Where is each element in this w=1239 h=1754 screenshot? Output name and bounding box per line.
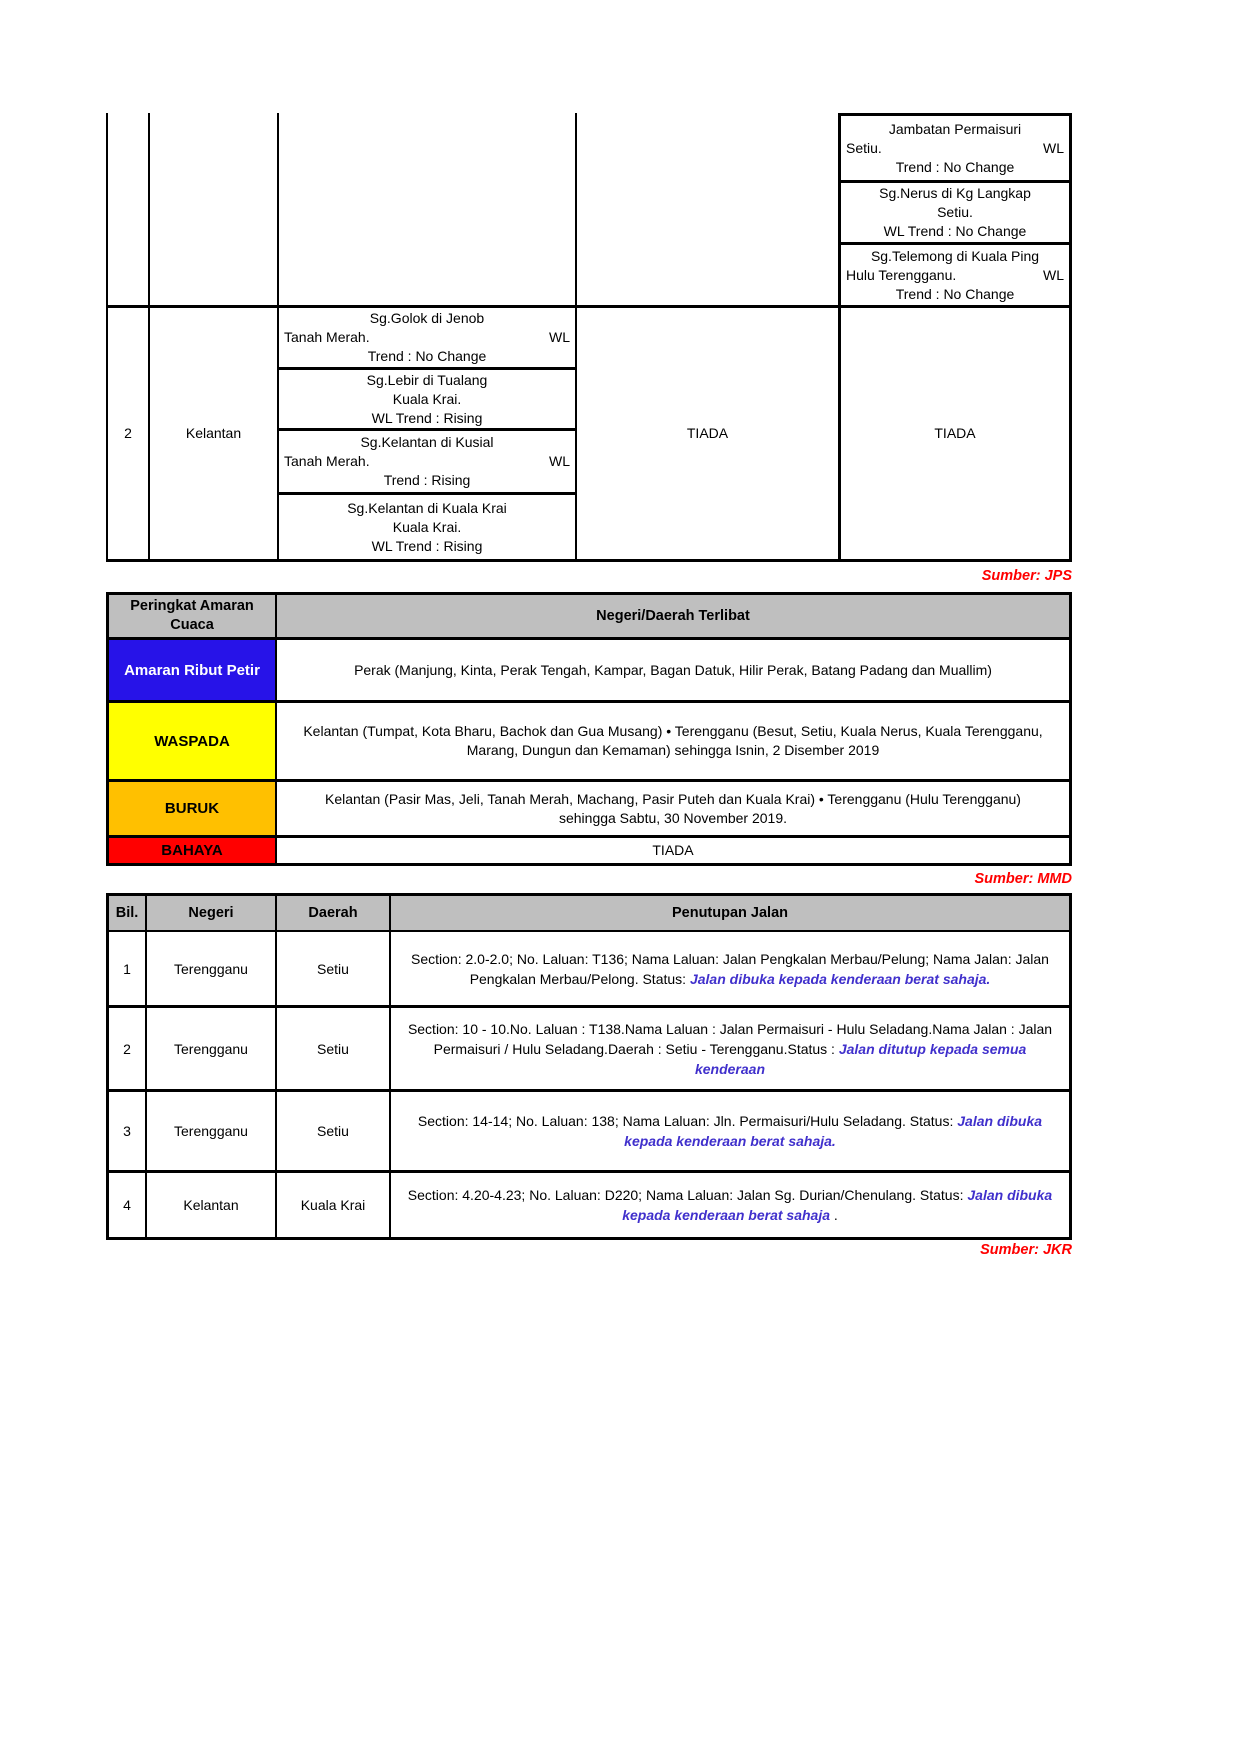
warning-level-bahaya: BAHAYA <box>109 838 277 863</box>
station-trend: Trend : No Change <box>895 285 1015 302</box>
station-cell <box>841 116 1069 180</box>
station-name: Sg.Nerus di Kg Langkap <box>879 185 1031 201</box>
row-number-cell: 2 <box>109 1008 147 1092</box>
closure-status: Jalan ditutup kepada semua kenderaan <box>694 1040 1027 1077</box>
station-district: Tanah Merah. <box>284 453 370 469</box>
grid-line <box>106 559 1072 562</box>
station-trend: WL Trend : Rising <box>371 537 483 554</box>
station-name: Jambatan Permaisuri <box>888 120 1022 137</box>
tiada-cell: TIADA <box>934 425 976 441</box>
station-name: Sg.Telemong di Kuala Ping <box>870 247 1040 264</box>
station-district-line <box>841 139 1069 158</box>
district-cell: Kuala Krai <box>277 1173 391 1237</box>
district-cell: Setiu <box>277 1092 391 1173</box>
row-number-cell: 2 <box>124 425 132 441</box>
negeri-header: Negeri <box>147 896 277 932</box>
station-cell <box>279 431 575 492</box>
station-district: Setiu. <box>937 204 973 220</box>
station-district-line <box>841 266 1069 285</box>
state-cell: Kelantan <box>147 1173 277 1237</box>
closure-cell <box>391 1173 1069 1237</box>
warning-areas <box>277 782 1069 838</box>
penutupan-header: Penutupan Jalan <box>391 896 1069 932</box>
areas-header: Negeri/Daerah Terlibat <box>277 595 1069 640</box>
warning-level-waspada: WASPADA <box>109 703 277 782</box>
closure-text: Section: 2.0-2.0; No. Laluan: T136; Nama Laluan: Jalan Pengkalan Merbau/Pelung; Nama Jalan: Jalan Pengkalan Merbau/Pelong. Status: <box>411 950 1049 987</box>
station-name: Sg.Kelantan di Kusial <box>360 434 494 450</box>
wl-label: WL <box>1043 139 1064 156</box>
station-trend: WL Trend : Rising <box>371 409 483 426</box>
warning-level-buruk: BURUK <box>109 782 277 838</box>
state-cell: Terengganu <box>147 1008 277 1092</box>
station-name: Sg.Kelantan di Kuala Krai <box>347 499 507 516</box>
closure-description <box>391 945 1069 993</box>
station-district-line <box>279 452 575 471</box>
station-cell <box>841 183 1069 242</box>
station-trend: WL Trend : No Change <box>883 223 1027 239</box>
warning-level-thunderstorm: Amaran Ribut Petir <box>109 640 277 703</box>
row-number-cell: 3 <box>109 1092 147 1173</box>
closure-cell <box>391 932 1069 1008</box>
station-trend: Trend : No Change <box>367 348 487 364</box>
wl-label: WL <box>549 329 570 345</box>
weather-warning-table <box>106 592 1072 866</box>
closure-text: Section: 4.20-4.23; No. Laluan: D220; Nama Laluan: Jalan Sg. Durian/Chenulang. Status: <box>407 1187 968 1203</box>
warning-level-header: Peringkat Amaran Cuaca <box>109 595 277 640</box>
row-number-cell: 1 <box>109 932 147 1008</box>
station-cell <box>841 245 1069 305</box>
source-mmd: Sumber: MMD <box>974 871 1072 887</box>
warning-areas <box>277 640 1069 703</box>
station-district-line <box>279 328 575 347</box>
district-cell: Setiu <box>277 932 391 1008</box>
areas-text: Kelantan (Pasir Mas, Jeli, Tanah Merah, Machang, Pasir Puteh dan Kuala Krai) • Terengganu (Hulu Terengganu) sehingga Sabtu, 30 November 2019. <box>325 790 1021 826</box>
closure-cell <box>391 1008 1069 1092</box>
closure-description <box>391 1181 1069 1229</box>
station-cell <box>279 495 575 559</box>
station-district: Setiu. <box>846 139 882 156</box>
station-trend: Trend : Rising <box>383 472 471 488</box>
closure-description <box>391 1107 1069 1155</box>
state-cell: Kelantan <box>185 425 242 441</box>
areas-text: Perak (Manjung, Kinta, Perak Tengah, Kampar, Bagan Datuk, Hilir Perak, Batang Padang dan Muallim) <box>354 661 992 678</box>
warning-areas <box>277 703 1069 782</box>
closure-text: Section: 10 - 10.No. Laluan : T138.Nama Laluan : Jalan Permaisuri - Hulu Seladang.Nama Jalan : Jalan Permaisuri / Hulu Seladang.Daerah : Setiu - Terengganu.Status : <box>407 1020 1053 1057</box>
station-district: Tanah Merah. <box>284 329 370 345</box>
tiada-cell: TIADA <box>686 425 729 441</box>
road-closure-table <box>106 893 1072 1240</box>
state-cell: Terengganu <box>147 932 277 1008</box>
closure-suffix: . <box>830 1207 838 1223</box>
closure-description <box>391 1015 1069 1083</box>
areas-text: TIADA <box>652 842 694 858</box>
station-cell <box>279 308 575 367</box>
station-name: Sg.Golok di Jenob <box>369 310 485 326</box>
closure-status: Jalan dibuka kepada kenderaan berat sahaja. <box>624 1113 1043 1149</box>
wl-label: WL <box>1043 266 1064 283</box>
station-district: Kuala Krai. <box>392 390 462 407</box>
station-trend: Trend : No Change <box>895 158 1015 175</box>
state-cell: Terengganu <box>147 1092 277 1173</box>
district-cell: Setiu <box>277 1008 391 1092</box>
daerah-header: Daerah <box>277 896 391 932</box>
source-jps: Sumber: JPS <box>981 568 1072 584</box>
bil-header: Bil. <box>109 896 147 932</box>
source-jkr: Sumber: JKR <box>980 1242 1072 1258</box>
areas-text: Kelantan (Tumpat, Kota Bharu, Bachok dan Gua Musang) • Terengganu (Besut, Setiu, Kuala Nerus, Kuala Terengganu, Marang, Dungun dan Kemaman) sehingga Isnin, 2 Disember 2019 <box>303 723 1043 758</box>
station-cell <box>279 370 575 428</box>
wl-label: WL <box>549 453 570 469</box>
station-district: Kuala Krai. <box>392 518 462 535</box>
row-number-cell: 4 <box>109 1173 147 1237</box>
station-district: Hulu Terengganu. <box>846 266 957 283</box>
closure-text: Section: 14-14; No. Laluan: 138; Nama Laluan: Jln. Permaisuri/Hulu Seladang. Status: <box>417 1113 958 1129</box>
warning-areas <box>277 838 1069 863</box>
closure-cell <box>391 1092 1069 1173</box>
closure-status: Jalan dibuka kepada kenderaan berat sahaja. <box>689 970 991 987</box>
station-name: Sg.Lebir di Tualang <box>366 371 488 388</box>
jps-river-table <box>106 113 1072 562</box>
closure-status: Jalan dibuka kepada kenderaan berat sahaja <box>622 1187 1053 1223</box>
